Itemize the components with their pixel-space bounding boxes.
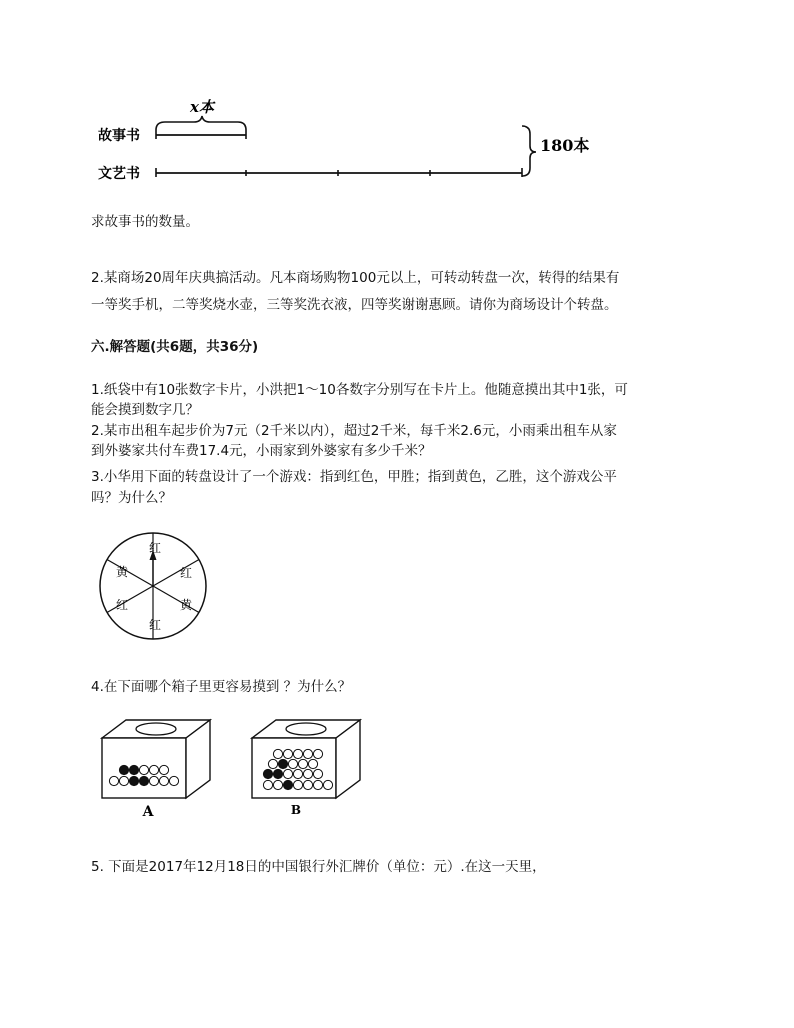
x-brace — [156, 116, 246, 130]
problem-5-text: 5. 下面是2017年12月18日的中国银行外汇牌价（单位：元）.在这一天里， — [91, 859, 546, 875]
x-books-label: x本 — [190, 98, 214, 116]
problem-3-line-2: 吗？为什么？ — [91, 490, 172, 506]
problem-1-line-1: 1.纸袋中有10张数字卡片，小洪把1～10各数字分别写在卡片上。他随意摸出其中1张，可 — [91, 382, 628, 398]
problem-3-line-1: 3.小华用下面的转盘设计了一个游戏：指到红色，甲胜；指到黄色，乙胜，这个游戏公平 — [91, 469, 617, 485]
section-6-title: 六.解答题(共6题，共36分) — [91, 339, 259, 355]
total-brace — [522, 126, 536, 176]
problem-2-line-2: 到外婆家共付车费17.4元，小雨家到外婆家有多少千米？ — [91, 443, 432, 459]
question-2-line-2: 一等奖手机，二等奖烧水壶，三等奖洗衣液，四等奖谢谢惠顾。请你为商场设计个转盘。 — [91, 297, 618, 313]
boxes-figure — [98, 718, 378, 823]
problem-4-text: 4.在下面哪个箱子里更容易摸到 ？为什么？ — [91, 679, 352, 695]
box-a-label: A — [142, 804, 154, 820]
box-b — [252, 720, 360, 798]
problem-1-line-2: 能会摸到数字几？ — [91, 402, 199, 418]
story-book-label: 故事书 — [98, 128, 140, 144]
sector-label: 红 — [148, 541, 162, 555]
spinner — [95, 530, 215, 650]
art-book-label: 文艺书 — [98, 166, 140, 182]
sector-label: 黄 — [115, 565, 129, 579]
bar-diagram — [90, 92, 610, 192]
sector-label: 红 — [148, 618, 162, 632]
sector-label: 红 — [115, 598, 129, 612]
sector-label: 黄 — [179, 598, 193, 612]
find-story-books-text: 求故事书的数量。 — [91, 214, 199, 230]
problem-2-line-1: 2.某市出租车起步价为7元（2千米以内），超过2千米，每千米2.6元，小雨乘出租车从家 — [91, 423, 617, 439]
total-books-label: 180本 — [540, 136, 590, 155]
sector-label: 红 — [179, 566, 193, 580]
box-b-label: B — [290, 803, 302, 817]
question-2-line-1: 2.某商场20周年庆典搞活动。凡本商场购物100元以上，可转动转盘一次，转得的结果有 — [91, 270, 620, 286]
box-a — [102, 720, 210, 798]
